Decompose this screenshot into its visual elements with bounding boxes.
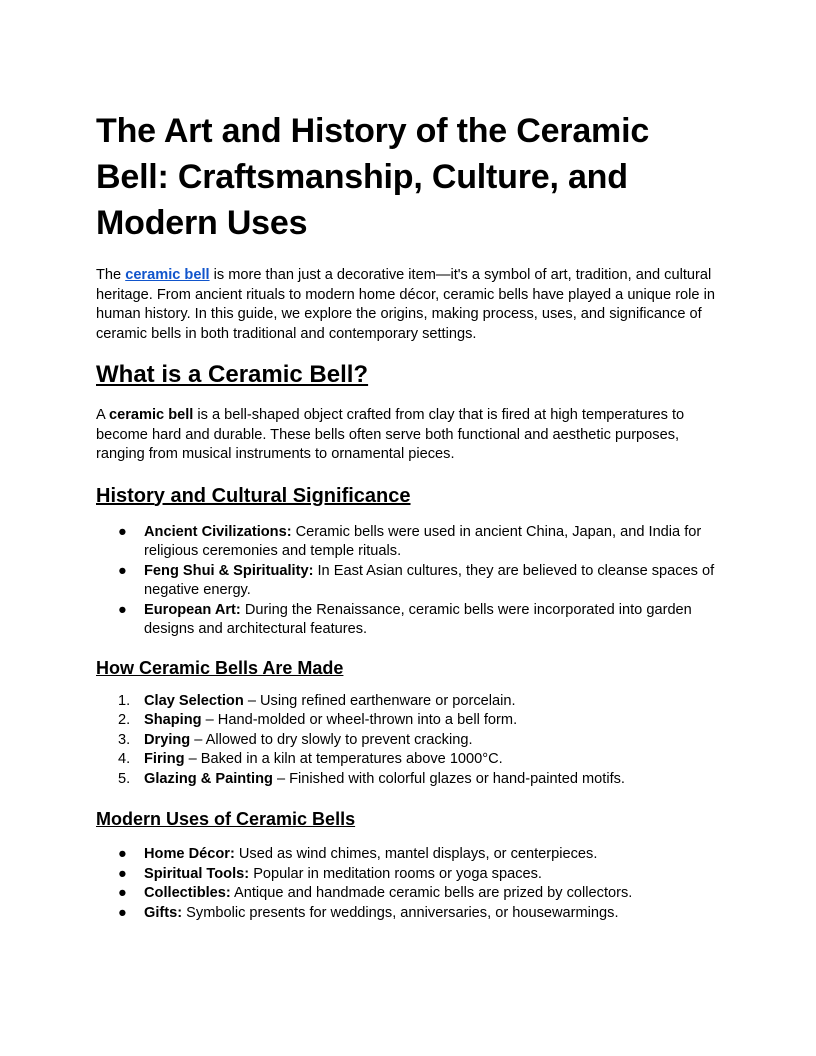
intro-paragraph bbox=[96, 266, 724, 344]
list-item-text: During the Renaissance, ceramic bells were incorporated into garden designs and architectural features. bbox=[144, 601, 692, 637]
list-item bbox=[96, 601, 724, 640]
what-bold-term: ceramic bell bbox=[108, 407, 194, 423]
how-made-heading: How Ceramic Bells Are Made bbox=[96, 657, 344, 678]
list-item-text: In East Asian cultures, they are believed to cleanse spaces of negative energy. bbox=[144, 562, 715, 598]
list-item-text: Ceramic bells were used in ancient China, Japan, and India for religious ceremonies and temple rituals. bbox=[144, 523, 702, 559]
list-item bbox=[96, 750, 724, 770]
list-item bbox=[96, 865, 724, 885]
list-item-term: Feng Shui & Spirituality: bbox=[144, 562, 314, 579]
bullet-icon: ● bbox=[118, 562, 127, 579]
list-item-term: Drying bbox=[144, 731, 191, 748]
list-item bbox=[96, 562, 724, 601]
list-item-term: Firing bbox=[144, 751, 185, 767]
list-item-text: – Finished with colorful glazes or hand-painted motifs. bbox=[272, 770, 625, 787]
list-item bbox=[96, 884, 724, 904]
list-item-text: Antique and handmade ceramic bells are prized by collectors. bbox=[230, 885, 633, 901]
list-item-term: Ancient Civilizations: bbox=[144, 523, 292, 540]
list-item-term: Gifts: bbox=[144, 904, 183, 921]
what-text-start: A bbox=[96, 407, 109, 423]
bullet-icon: ● bbox=[118, 904, 127, 921]
bullet-icon: ● bbox=[118, 846, 127, 862]
list-item bbox=[96, 711, 724, 731]
list-item-term: Spiritual Tools: bbox=[144, 865, 250, 882]
intro-text-start: The bbox=[96, 267, 126, 283]
list-item-text: – Baked in a kiln at temperatures above 1000°C. bbox=[184, 751, 503, 767]
intro-text-end: is more than just a decorative item—it's a symbol of art, tradition, and cultural heritage. From ancient rituals to modern home décor, ceramic bells have played a unique role in human history. In this guide, we explore the origins, making process, uses, and significance of ceramic bells in both traditional and contemporary settings. bbox=[96, 267, 715, 342]
list-item bbox=[96, 770, 724, 790]
bullet-icon: ● bbox=[118, 601, 127, 618]
list-item-text: – Using refined earthenware or porcelain. bbox=[243, 692, 516, 709]
list-number: 1. bbox=[118, 692, 131, 709]
list-number: 2. bbox=[118, 712, 131, 728]
history-list bbox=[96, 523, 724, 640]
modern-uses-list bbox=[96, 845, 724, 923]
history-heading: History and Cultural Significance bbox=[96, 484, 411, 507]
list-item bbox=[96, 845, 724, 865]
list-item-term: European Art: bbox=[144, 601, 241, 618]
bullet-icon: ● bbox=[118, 865, 127, 882]
what-text-end: is a bell-shaped object crafted from clay that is fired at high temperatures to become hard and durable. These bells often serve both functional and aesthetic purposes, ranging from musical instruments to ornamental pieces. bbox=[96, 407, 685, 462]
modern-uses-heading: Modern Uses of Ceramic Bells bbox=[96, 809, 356, 829]
list-item-term: Home Décor: bbox=[144, 846, 235, 862]
list-item-text: – Allowed to dry slowly to prevent cracking. bbox=[190, 731, 473, 748]
list-item-text: Popular in meditation rooms or yoga spaces. bbox=[249, 865, 542, 882]
list-number: 5. bbox=[118, 770, 131, 787]
bullet-icon: ● bbox=[118, 523, 127, 540]
list-item-term: Glazing & Painting bbox=[144, 770, 273, 787]
list-item-text: Used as wind chimes, mantel displays, or centerpieces. bbox=[234, 846, 598, 862]
bullet-icon: ● bbox=[118, 885, 127, 901]
ceramic-bell-link[interactable]: ceramic bell bbox=[125, 267, 210, 283]
list-item-term: Shaping bbox=[144, 712, 202, 728]
list-item-term: Clay Selection bbox=[144, 692, 244, 709]
list-number: 4. bbox=[118, 751, 131, 767]
list-item bbox=[96, 692, 724, 712]
list-item bbox=[96, 523, 724, 562]
document-page bbox=[96, 108, 724, 923]
list-item bbox=[96, 731, 724, 751]
list-number: 3. bbox=[118, 731, 131, 748]
list-item-text: – Hand-molded or wheel-thrown into a bell form. bbox=[201, 712, 518, 728]
how-made-list bbox=[96, 692, 724, 790]
list-item bbox=[96, 904, 724, 924]
page-title: The Art and History of the Ceramic Bell: Craftsmanship, Culture, and Modern Uses bbox=[96, 112, 650, 242]
list-item-term: Collectibles: bbox=[144, 885, 231, 901]
what-is-paragraph bbox=[96, 406, 724, 465]
list-item-text: Symbolic presents for weddings, anniversaries, or housewarmings. bbox=[182, 904, 619, 921]
what-is-heading: What is a Ceramic Bell? bbox=[96, 361, 369, 388]
